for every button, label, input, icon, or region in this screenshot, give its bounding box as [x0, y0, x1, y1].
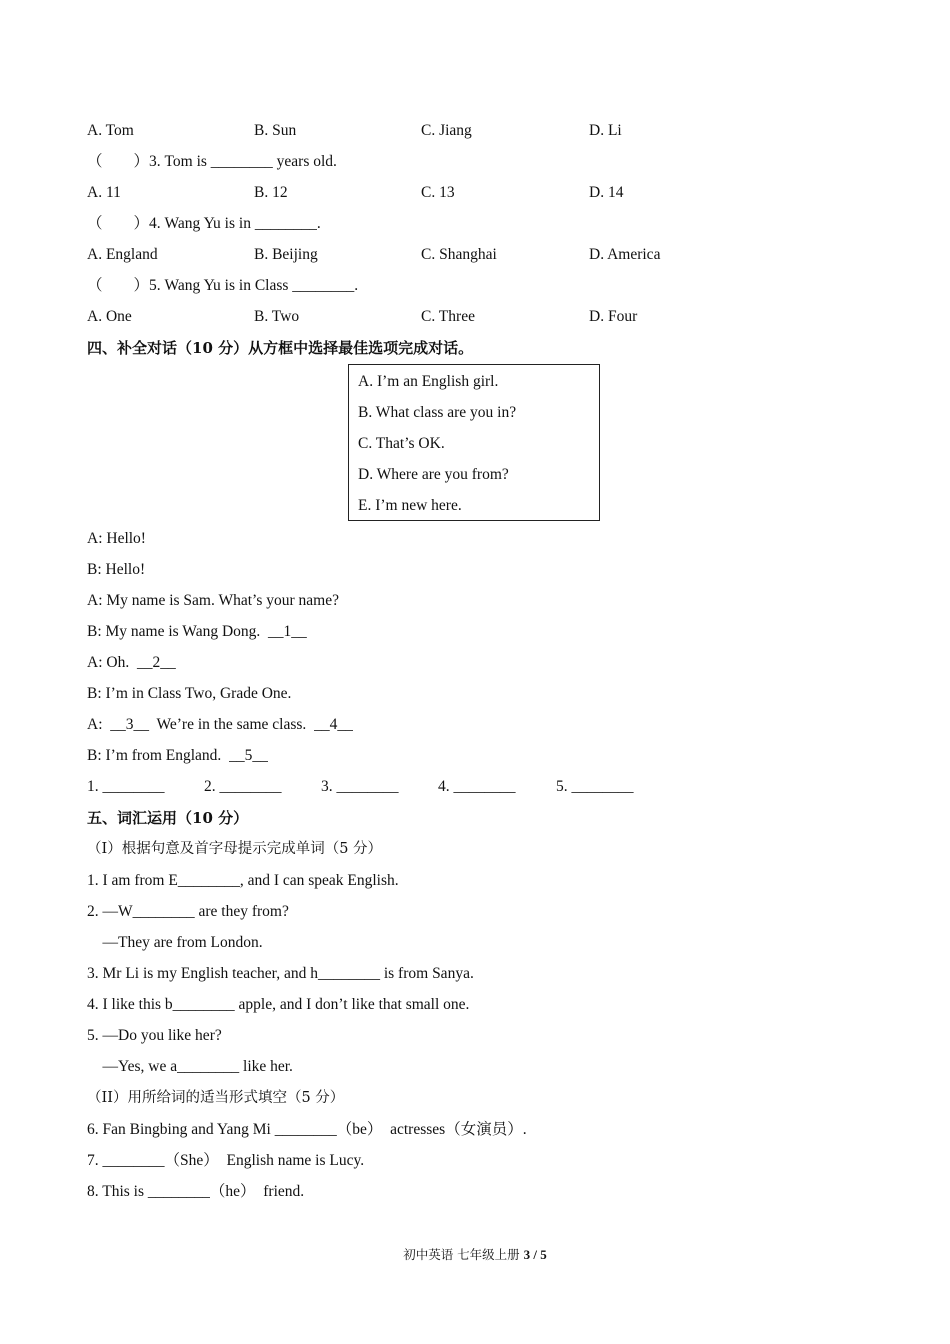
- part-2-heading: （II）用所给词的适当形式填空（5 分）: [87, 1090, 345, 1106]
- blank-5: __5__: [229, 747, 268, 764]
- form-item: 8. This is ________（he） friend.: [87, 1183, 305, 1200]
- option-c: C. Shanghai: [421, 246, 497, 263]
- footer-text: 初中英语 七年级上册: [403, 1247, 524, 1262]
- vocab-item: 3. Mr Li is my English teacher, and h________ is from Sanya.: [87, 965, 474, 982]
- vocab-item: —They are from London.: [87, 934, 263, 951]
- page-number: 3: [523, 1247, 531, 1262]
- vocab-item: 5. —Do you like her?: [87, 1027, 222, 1044]
- answer-blank-4: 4. ________: [438, 778, 516, 795]
- dialogue-line: [87, 622, 307, 642]
- dialogue-line: B: I’m in Class Two, Grade One.: [87, 685, 292, 702]
- option-a: A. 11: [87, 184, 121, 201]
- dialogue-line: B: Hello!: [87, 561, 146, 578]
- dialogue-line: A: Hello!: [87, 530, 146, 547]
- box-option-b: B. What class are you in?: [358, 404, 517, 421]
- option-a: A. Tom: [87, 122, 134, 139]
- section-4-heading: 四、补全对话（10 分）从方框中选择最佳选项完成对话。: [87, 339, 474, 357]
- vocab-item: 2. —W________ are they from?: [87, 903, 289, 920]
- blank-2: __2__: [136, 654, 176, 671]
- page-separator: /: [530, 1247, 541, 1262]
- option-c: C. Three: [421, 308, 475, 325]
- blank-1: __1__: [268, 623, 307, 640]
- box-option-e: E. I’m new here.: [358, 497, 462, 514]
- option-d: D. 14: [589, 184, 624, 201]
- box-option-c: C. That’s OK.: [358, 435, 445, 452]
- dialogue-line: [87, 653, 176, 673]
- page-total: 5: [540, 1247, 547, 1262]
- answer-blank-2: 2. ________: [204, 778, 282, 795]
- part-1-heading: （Ⅰ）根据句意及首字母提示完成单词（5 分）: [87, 841, 383, 857]
- option-d: D. Four: [589, 308, 638, 325]
- option-b: B. 12: [254, 184, 288, 201]
- dialogue-text: B: I’m from England.: [87, 747, 222, 764]
- options-box: [348, 364, 600, 521]
- answer-blank-3: 3. ________: [321, 778, 399, 795]
- option-d: D. America: [589, 246, 661, 263]
- answer-blank-1: 1. ________: [87, 778, 165, 795]
- question-4-stem: （ ）4. Wang Yu is in ________.: [87, 215, 321, 232]
- blank-3: __3__: [110, 716, 149, 733]
- dialogue-text: B: My name is Wang Dong.: [87, 623, 261, 640]
- option-a: A. One: [87, 308, 132, 325]
- question-5-stem: （ ）5. Wang Yu is in Class ________.: [87, 277, 359, 294]
- page-footer: [0, 1246, 950, 1264]
- question-3-stem: （ ）3. Tom is ________ years old.: [87, 153, 337, 170]
- form-item: 6. Fan Bingbing and Yang Mi ________（be） actresses（女演员）.: [87, 1121, 527, 1138]
- option-b: B. Beijing: [254, 246, 318, 263]
- vocab-item: 4. I like this b________ apple, and I don’t like that small one.: [87, 996, 470, 1013]
- option-a: A. England: [87, 246, 158, 263]
- section-5-heading: 五、词汇运用（10 分）: [87, 809, 249, 827]
- blank-4: __4__: [314, 716, 353, 733]
- option-c: C. Jiang: [421, 122, 472, 139]
- option-d: D. Li: [589, 122, 622, 139]
- option-b: B. Sun: [254, 122, 297, 139]
- dialogue-line: A: My name is Sam. What’s your name?: [87, 592, 339, 609]
- dialogue-line: [87, 715, 353, 735]
- dialogue-text: A: Oh.: [87, 654, 130, 671]
- box-option-d: D. Where are you from?: [358, 466, 509, 483]
- dialogue-line: [87, 746, 268, 766]
- vocab-item: 1. I am from E________, and I can speak English.: [87, 872, 399, 889]
- dialogue-speaker: A:: [87, 716, 103, 733]
- box-option-a: A. I’m an English girl.: [358, 373, 499, 390]
- option-b: B. Two: [254, 308, 300, 325]
- dialogue-text: We’re in the same class.: [156, 716, 307, 733]
- form-item: 7. ________（She） English name is Lucy.: [87, 1152, 365, 1169]
- vocab-item: —Yes, we a________ like her.: [87, 1058, 293, 1075]
- answer-blank-5: 5. ________: [556, 778, 634, 795]
- option-c: C. 13: [421, 184, 455, 201]
